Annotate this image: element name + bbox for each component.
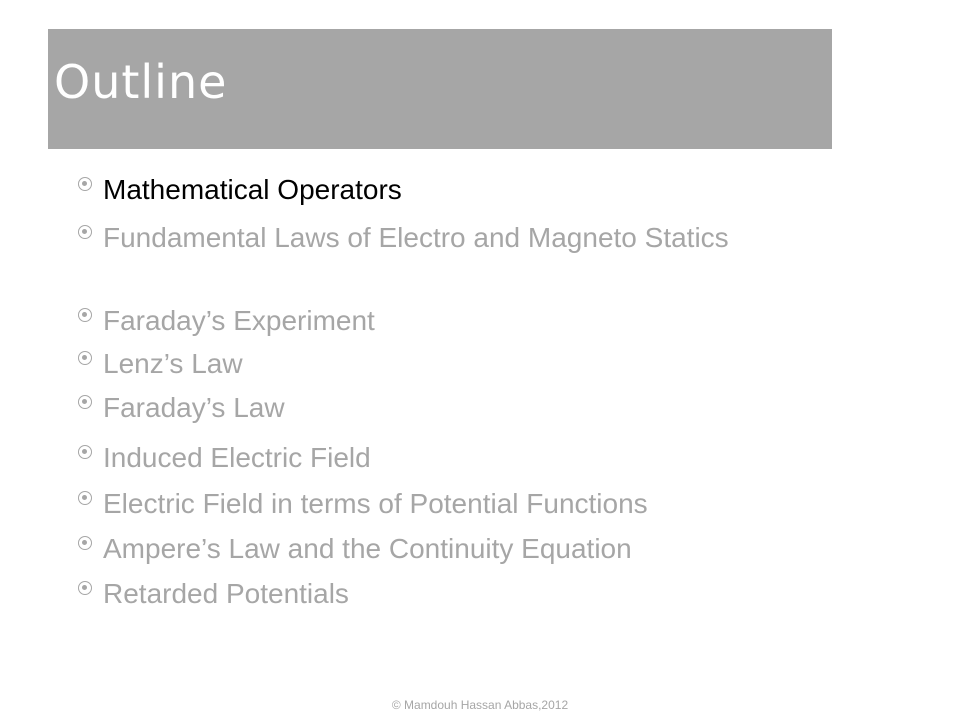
circled-dot-icon bbox=[78, 225, 92, 239]
circled-dot-icon bbox=[78, 536, 92, 550]
circled-dot-icon bbox=[78, 395, 92, 409]
outline-item-label: Fundamental Laws of Electro and Magneto Statics bbox=[103, 222, 729, 253]
circled-dot-icon bbox=[78, 308, 92, 322]
circled-dot-icon bbox=[78, 491, 92, 505]
circled-dot-icon bbox=[78, 177, 92, 191]
slide-title: Outline bbox=[54, 55, 228, 109]
outline-item-label: Mathematical Operators bbox=[103, 174, 402, 205]
outline-item-label: Electric Field in terms of Potential Functions bbox=[103, 488, 648, 519]
outline-item-label: Faraday’s Experiment bbox=[103, 305, 375, 336]
outline-item-label: Induced Electric Field bbox=[103, 442, 371, 473]
copyright-footer: © Mamdouh Hassan Abbas,2012 bbox=[391, 698, 569, 712]
outline-item-label: Retarded Potentials bbox=[103, 578, 349, 609]
circled-dot-icon bbox=[78, 445, 92, 459]
circled-dot-icon bbox=[78, 351, 92, 365]
circled-dot-icon bbox=[78, 581, 92, 595]
outline-item-label: Lenz’s Law bbox=[103, 348, 243, 379]
outline-item-label: Faraday’s Law bbox=[103, 392, 285, 423]
outline-item-label: Ampere’s Law and the Continuity Equation bbox=[103, 533, 632, 564]
